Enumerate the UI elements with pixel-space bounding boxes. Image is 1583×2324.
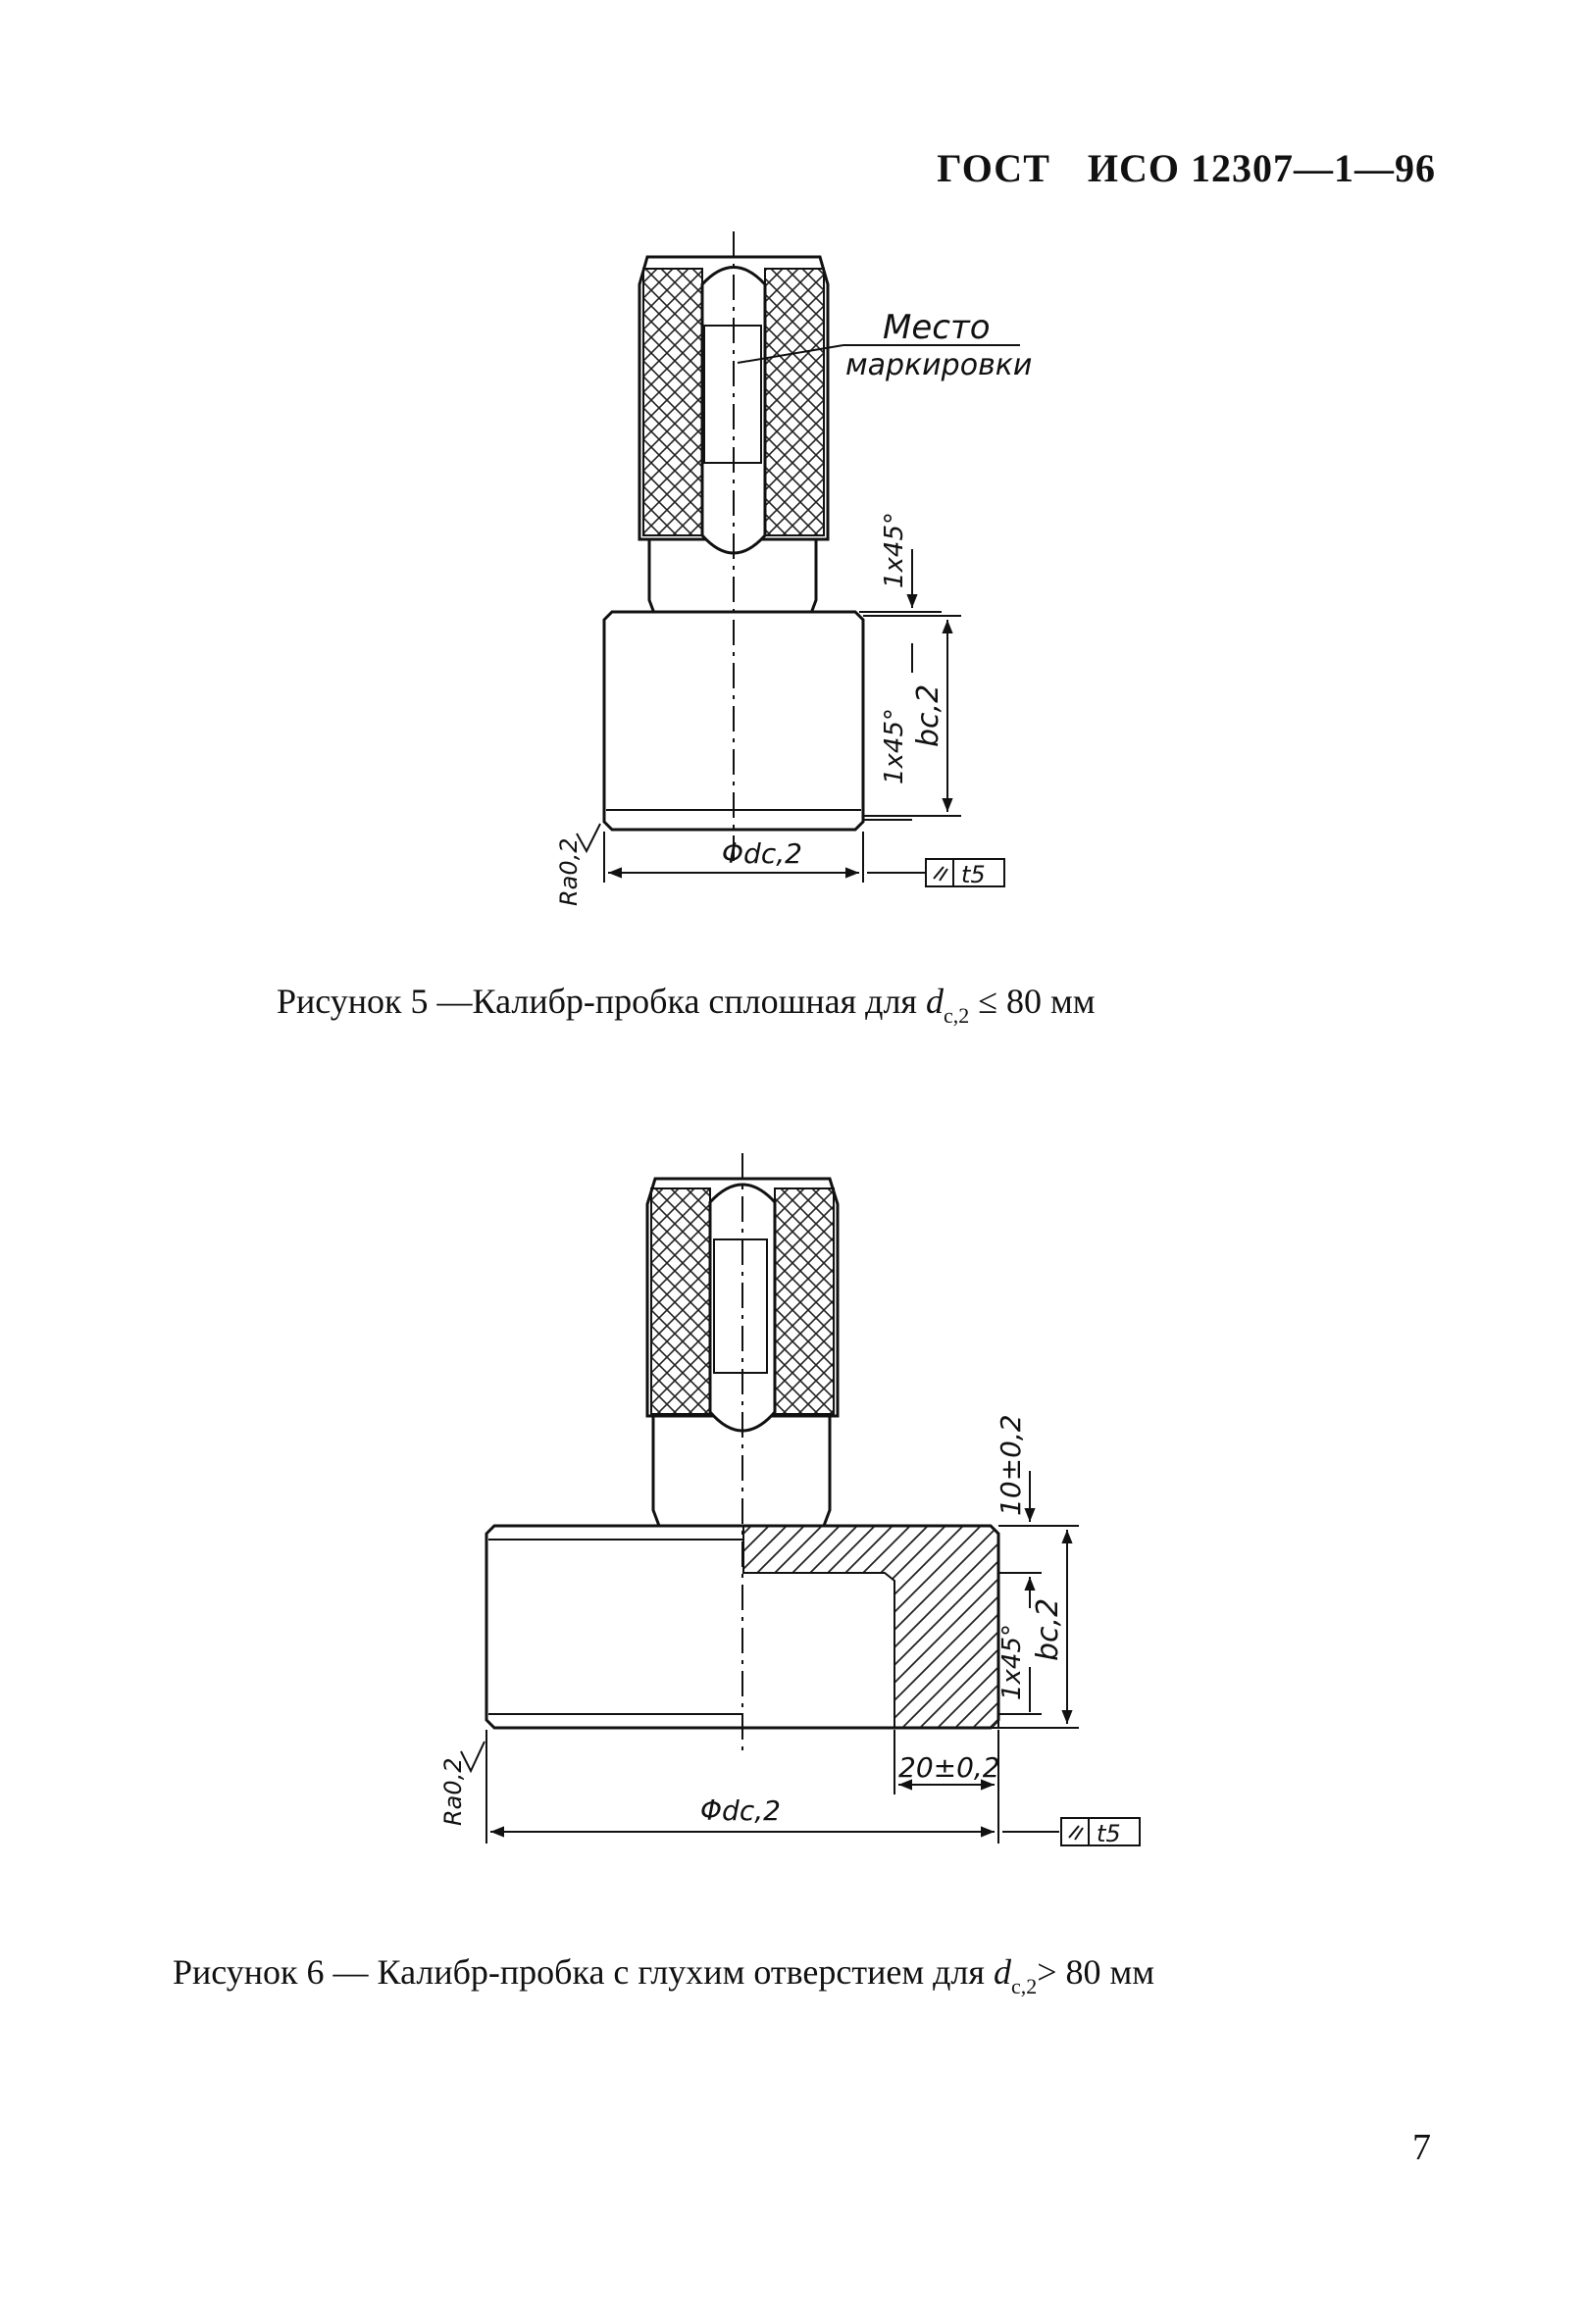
width-label: 20±0,2 (898, 1751, 1000, 1784)
caption-6-sub: c,2 (1010, 1974, 1038, 1998)
roughness-label: Ra0,2 (439, 1757, 467, 1826)
depth-label: 10±0,2 (995, 1414, 1027, 1516)
knurl-right (765, 269, 824, 535)
length-label: bc,2 (1031, 1597, 1065, 1661)
standard-designation (937, 145, 1436, 191)
length-label: bc,2 (911, 683, 945, 747)
caption-6-text: Рисунок 6 — Калибр-пробка с глухим отверстием для (173, 1952, 994, 1992)
roughness-label: Ra0,2 (555, 837, 583, 906)
chamfer-bottom-label: 1x45° (880, 707, 909, 784)
diameter-label: Φdc,2 (700, 1794, 781, 1827)
standard-number: ИСО 12307—1—96 (1087, 146, 1436, 190)
chamfer-label: 1x45° (997, 1623, 1027, 1700)
knurl-left (643, 269, 702, 535)
standard-prefix: ГОСТ (937, 146, 1050, 190)
figure-5-caption (277, 981, 1096, 1029)
figure-6-drawing (0, 1147, 1583, 1853)
caption-5-var: d (926, 982, 944, 1021)
caption-5-suffix: ≤ 80 мм (969, 982, 1096, 1021)
marking-label-2: маркировки (845, 348, 1033, 382)
figure-5-drawing (0, 245, 1583, 941)
caption-5-text: Рисунок 5 —Калибр-пробка сплошная для (277, 982, 926, 1021)
tolerance-label: t5 (1097, 1820, 1121, 1847)
caption-6-suffix: > 80 мм (1037, 1952, 1155, 1992)
caption-5-sub: c,2 (944, 1003, 970, 1028)
chamfer-top-label: 1x45° (880, 511, 909, 588)
knurl-right (775, 1188, 834, 1414)
marking-label-1: Место (883, 308, 991, 347)
knurl-left (651, 1188, 710, 1414)
page-number: 7 (1412, 2127, 1431, 2168)
figure-6-caption (173, 1951, 1154, 1999)
tolerance-label: t5 (961, 861, 986, 888)
caption-6-var: d (993, 1952, 1011, 1992)
diameter-label: Φdc,2 (722, 837, 802, 870)
